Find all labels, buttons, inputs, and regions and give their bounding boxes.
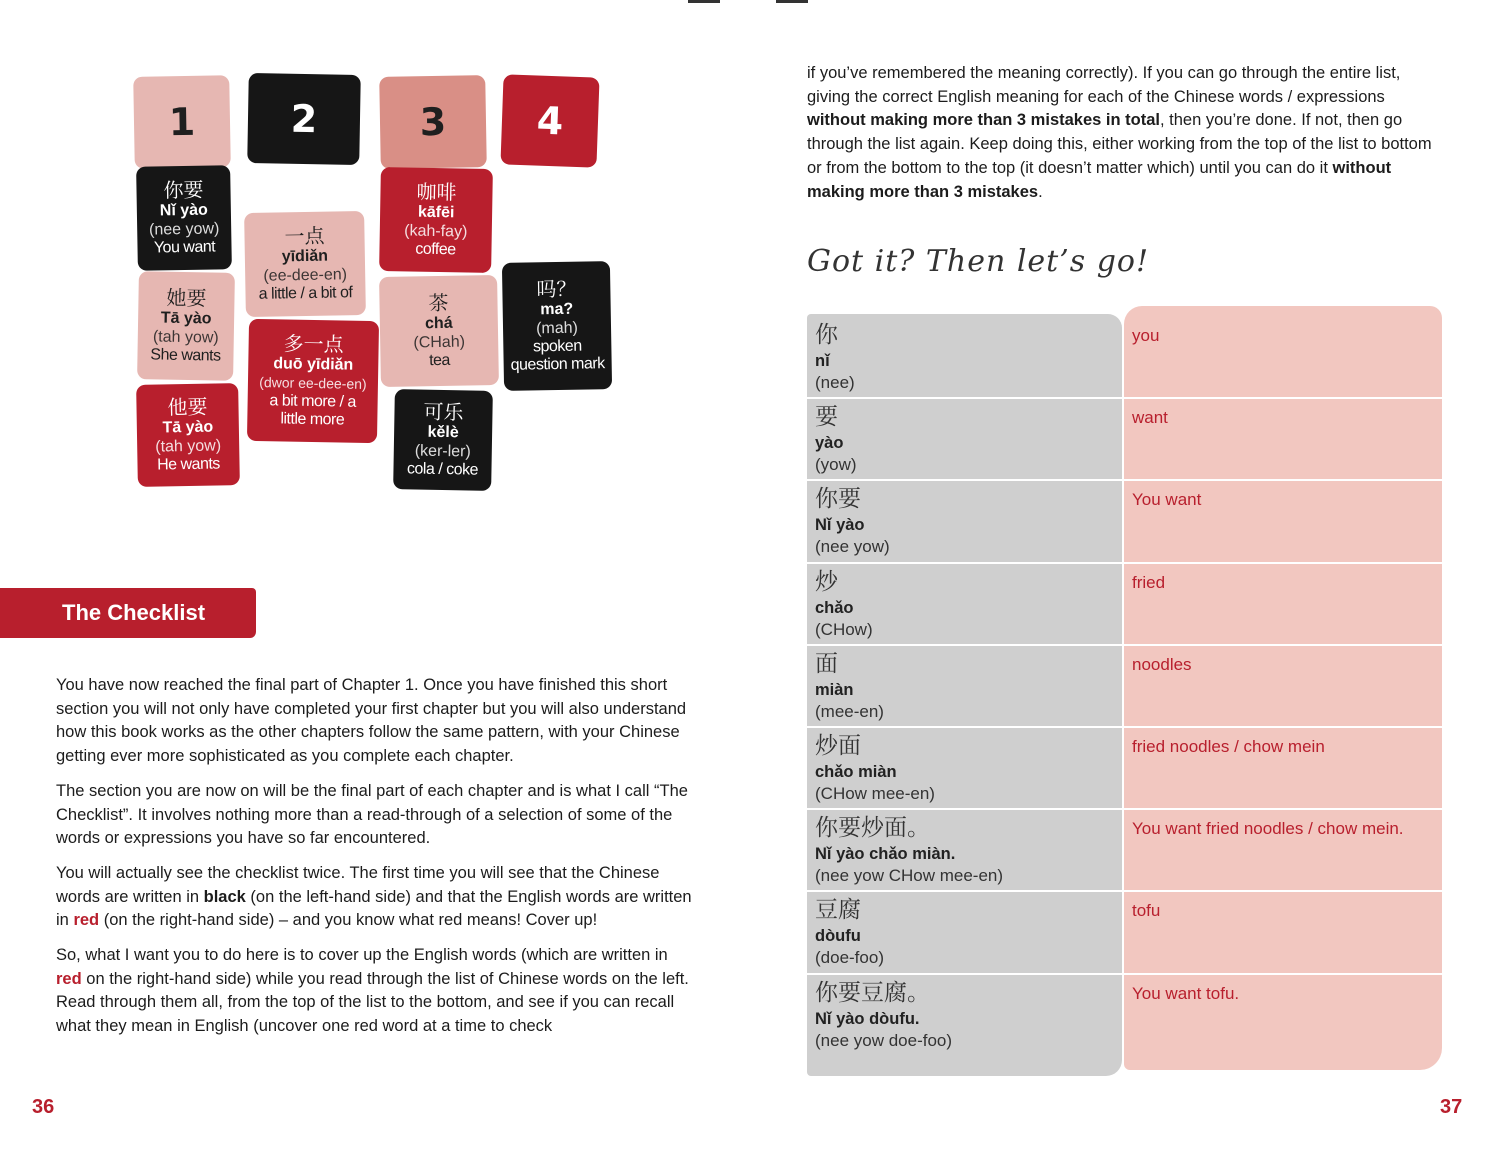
- vocab-pinyin: chá: [424, 314, 453, 333]
- handwritten-heading: Got it? Then let’s go!: [807, 244, 1150, 279]
- vocab-english: spoken question mark: [510, 337, 605, 374]
- row-divider: [1124, 397, 1442, 399]
- chinese-cell: [815, 404, 1115, 476]
- vocab-chinese: 他要: [167, 394, 208, 420]
- vocab-pronunciation: (CHah): [413, 333, 466, 352]
- row-pinyin: chǎo: [815, 599, 854, 617]
- vocab-tile: [244, 211, 366, 317]
- row-pronunciation: (CHow mee-en): [815, 784, 935, 803]
- vocab-chinese: 咖啡: [416, 179, 457, 205]
- row-chinese: 炒面: [815, 733, 861, 759]
- vocab-english: a bit more / a little more: [269, 392, 356, 429]
- chinese-cell: [815, 733, 1115, 805]
- vocab-english: You want: [153, 238, 216, 257]
- paragraph: [56, 862, 696, 933]
- row-english: You want: [1132, 490, 1202, 509]
- vocab-tile: [502, 261, 612, 391]
- chinese-cell: [815, 569, 1115, 641]
- row-divider: [807, 808, 1122, 810]
- checklist-row: [807, 811, 1442, 893]
- vocab-english: coffee: [415, 240, 456, 259]
- text-run: (on the left-hand side) and that the English words are written in: [56, 887, 692, 930]
- vocab-pronunciation: (dwor ee-dee-en): [259, 374, 367, 392]
- column-number: 4: [536, 98, 564, 144]
- row-divider: [1124, 808, 1442, 810]
- row-chinese: 你: [815, 322, 838, 348]
- vocab-pronunciation: (nee yow): [148, 220, 220, 239]
- section-banner: [0, 588, 256, 638]
- row-pinyin: Nǐ yào dòufu.: [815, 1010, 920, 1028]
- text-run: , then you’re done. If not, then go through the list again. Keep doing this, either working from the top of the list to bottom or from the bottom to the top (it doesn’t matter which) until you can do it: [807, 111, 1432, 177]
- row-divider: [807, 397, 1122, 399]
- row-pronunciation: (CHow): [815, 620, 873, 639]
- column-number-tile: [133, 75, 231, 169]
- vocab-pronunciation: (ker-ler): [414, 442, 471, 461]
- row-pinyin: nǐ: [815, 352, 830, 370]
- vocab-chinese: 可乐: [423, 399, 464, 425]
- vocab-chinese: 一点: [284, 223, 325, 249]
- vocab-pronunciation: (ee-dee-en): [263, 266, 348, 285]
- vocab-pinyin: yīdiǎn: [281, 247, 329, 266]
- checklist-row: [807, 565, 1442, 647]
- row-english: fried noodles / chow mein: [1132, 737, 1325, 756]
- row-english: noodles: [1132, 655, 1192, 674]
- vocab-english: a little / a bit of: [258, 284, 353, 303]
- row-divider: [807, 973, 1122, 975]
- row-divider: [807, 644, 1122, 646]
- chinese-cell: [815, 486, 1115, 558]
- row-english: You want tofu.: [1132, 984, 1240, 1003]
- paragraph: You have now reached the final part of Chapter 1. Once you have finished this short section you will not only have completed your first chapter but you will also understand how this book works as the other chapters follow the same pattern, with your Chinese getting ever more sophisticated as you complete each chapter.: [56, 676, 687, 766]
- row-pronunciation: (nee yow): [815, 537, 890, 556]
- vocab-pronunciation: (kah-fay): [404, 222, 468, 241]
- row-chinese: 炒: [815, 569, 838, 595]
- checklist-row: [807, 976, 1442, 1058]
- vocab-english: He wants: [157, 455, 221, 474]
- row-pronunciation: (nee yow CHow mee-en): [815, 866, 1004, 885]
- text-run: (on the right-hand side) – and you know what red means! Cover up!: [99, 911, 598, 930]
- chinese-cell: [815, 897, 1115, 969]
- vocab-pronunciation: (tah yow): [152, 328, 219, 347]
- row-chinese: 你要炒面。: [815, 815, 930, 841]
- row-divider: [807, 726, 1122, 728]
- chinese-cell: [815, 651, 1115, 723]
- row-chinese: 豆腐: [815, 897, 861, 923]
- emphasis-red: red: [56, 969, 82, 988]
- vocab-tile: [136, 165, 232, 271]
- vocab-english: cola / coke: [406, 460, 479, 479]
- chinese-cell: [815, 815, 1115, 887]
- column-number: 3: [419, 99, 447, 145]
- page-number: 37: [1440, 1096, 1463, 1118]
- checklist-row: [807, 482, 1442, 564]
- text-run: So, what I want you to do here is to cover up the English words (which are written in: [56, 946, 668, 965]
- emphasis-bold: without making more than 3 mistakes: [807, 158, 1392, 201]
- row-chinese: 你要: [815, 486, 861, 512]
- vocab-chinese: 她要: [166, 285, 207, 311]
- row-english: tofu: [1132, 901, 1161, 920]
- checklist-row: [807, 893, 1442, 975]
- row-english: You want fried noodles / chow mein.: [1132, 819, 1404, 838]
- vocab-pinyin: Nǐ yào: [159, 201, 209, 220]
- chinese-cell: [815, 322, 1115, 394]
- paragraph: [56, 944, 696, 1039]
- checklist-row: [807, 318, 1442, 400]
- checklist-row: [807, 729, 1442, 811]
- row-english: you: [1132, 326, 1160, 345]
- page-number: 36: [32, 1096, 55, 1118]
- text-run: on the right-hand side) while you read through the list of Chinese words on the left. Read through them all, from the top of the list to the bottom, and see if you can recall what they mean in English (uncover one red word at a time to check: [56, 969, 689, 1036]
- row-english: fried: [1132, 573, 1166, 592]
- column-number-tile: [379, 75, 487, 169]
- column-number-tile: [500, 74, 599, 167]
- row-divider: [1124, 562, 1442, 564]
- column-number-tile: [247, 73, 361, 165]
- vocab-tile: [247, 319, 379, 443]
- text-run: .: [1038, 182, 1043, 201]
- row-pronunciation: (mee-en): [815, 702, 884, 721]
- row-divider: [1124, 890, 1442, 892]
- row-divider: [807, 890, 1122, 892]
- column-number: 1: [168, 99, 196, 145]
- vocab-pinyin: Tā yào: [160, 309, 212, 328]
- row-divider: [1124, 479, 1442, 481]
- vocab-chinese: 茶: [428, 290, 449, 316]
- vocab-tile: [137, 271, 235, 381]
- row-pinyin: chǎo miàn: [815, 763, 897, 781]
- row-divider: [1124, 726, 1442, 728]
- chinese-cell: [815, 980, 1115, 1052]
- vocab-english: She wants: [150, 346, 221, 365]
- emphasis-red: red: [73, 911, 100, 930]
- row-pronunciation: (nee): [815, 373, 855, 392]
- emphasis-bold: without making more than 3 mistakes in total: [807, 111, 1160, 130]
- row-pinyin: dòufu: [815, 927, 861, 945]
- row-pinyin: Nǐ yào chǎo miàn.: [815, 845, 956, 863]
- vocab-pinyin: Tā yào: [162, 418, 214, 437]
- vocab-pronunciation: (mah): [536, 319, 579, 338]
- emphasis-black: black: [203, 887, 246, 906]
- row-pronunciation: (nee yow doe-foo): [815, 1031, 953, 1050]
- vocab-chinese: 多一点: [283, 331, 344, 357]
- checklist-row: [807, 647, 1442, 729]
- text-run: You will actually see the checklist twice. The first time you will see that the Chinese words are written in: [56, 863, 660, 906]
- vocab-english: tea: [428, 351, 451, 370]
- column-number: 2: [290, 96, 318, 142]
- row-pinyin: yào: [815, 434, 844, 452]
- row-chinese: 面: [815, 651, 838, 677]
- row-pronunciation: (doe-foo): [815, 948, 884, 967]
- vocab-pronunciation: (tah yow): [155, 437, 222, 456]
- row-chinese: 要: [815, 404, 838, 430]
- body-text: [56, 674, 696, 1050]
- row-english: want: [1132, 408, 1168, 427]
- vocab-tile: [136, 383, 240, 487]
- vocab-pinyin: duō yīdiǎn: [273, 355, 354, 374]
- vocab-pinyin: ma?: [540, 300, 574, 319]
- row-chinese: 你要豆腐。: [815, 980, 930, 1006]
- vocab-pinyin: kělè: [427, 423, 459, 442]
- row-pinyin: Nǐ yào: [815, 516, 865, 534]
- row-pinyin: miàn: [815, 681, 854, 699]
- checklist-row: [807, 400, 1442, 482]
- intro-text: [807, 62, 1447, 204]
- text-run: if you’ve remembered the meaning correctly). If you can go through the entire list, giving the correct English meaning for each of the Chinese words / expressions: [807, 64, 1401, 106]
- row-pronunciation: (yow): [815, 455, 857, 474]
- row-divider: [807, 562, 1122, 564]
- row-divider: [1124, 973, 1442, 975]
- vocab-chinese: 你要: [163, 177, 204, 203]
- vocab-tile: [379, 167, 493, 273]
- vocab-pinyin: kāfēi: [417, 203, 455, 222]
- row-divider: [807, 479, 1122, 481]
- section-title: The Checklist: [62, 600, 206, 625]
- vocab-tile: [393, 389, 493, 491]
- row-divider: [1124, 644, 1442, 646]
- vocab-chinese: 吗？: [536, 276, 577, 302]
- right-page: [750, 0, 1500, 1152]
- paragraph: The section you are now on will be the final part of each chapter and is what I call “The Checklist”. It involves nothing more than a read-through of a selection of some of the words or expressions you have so far encountered.: [56, 781, 688, 848]
- vocab-tile: [379, 275, 499, 387]
